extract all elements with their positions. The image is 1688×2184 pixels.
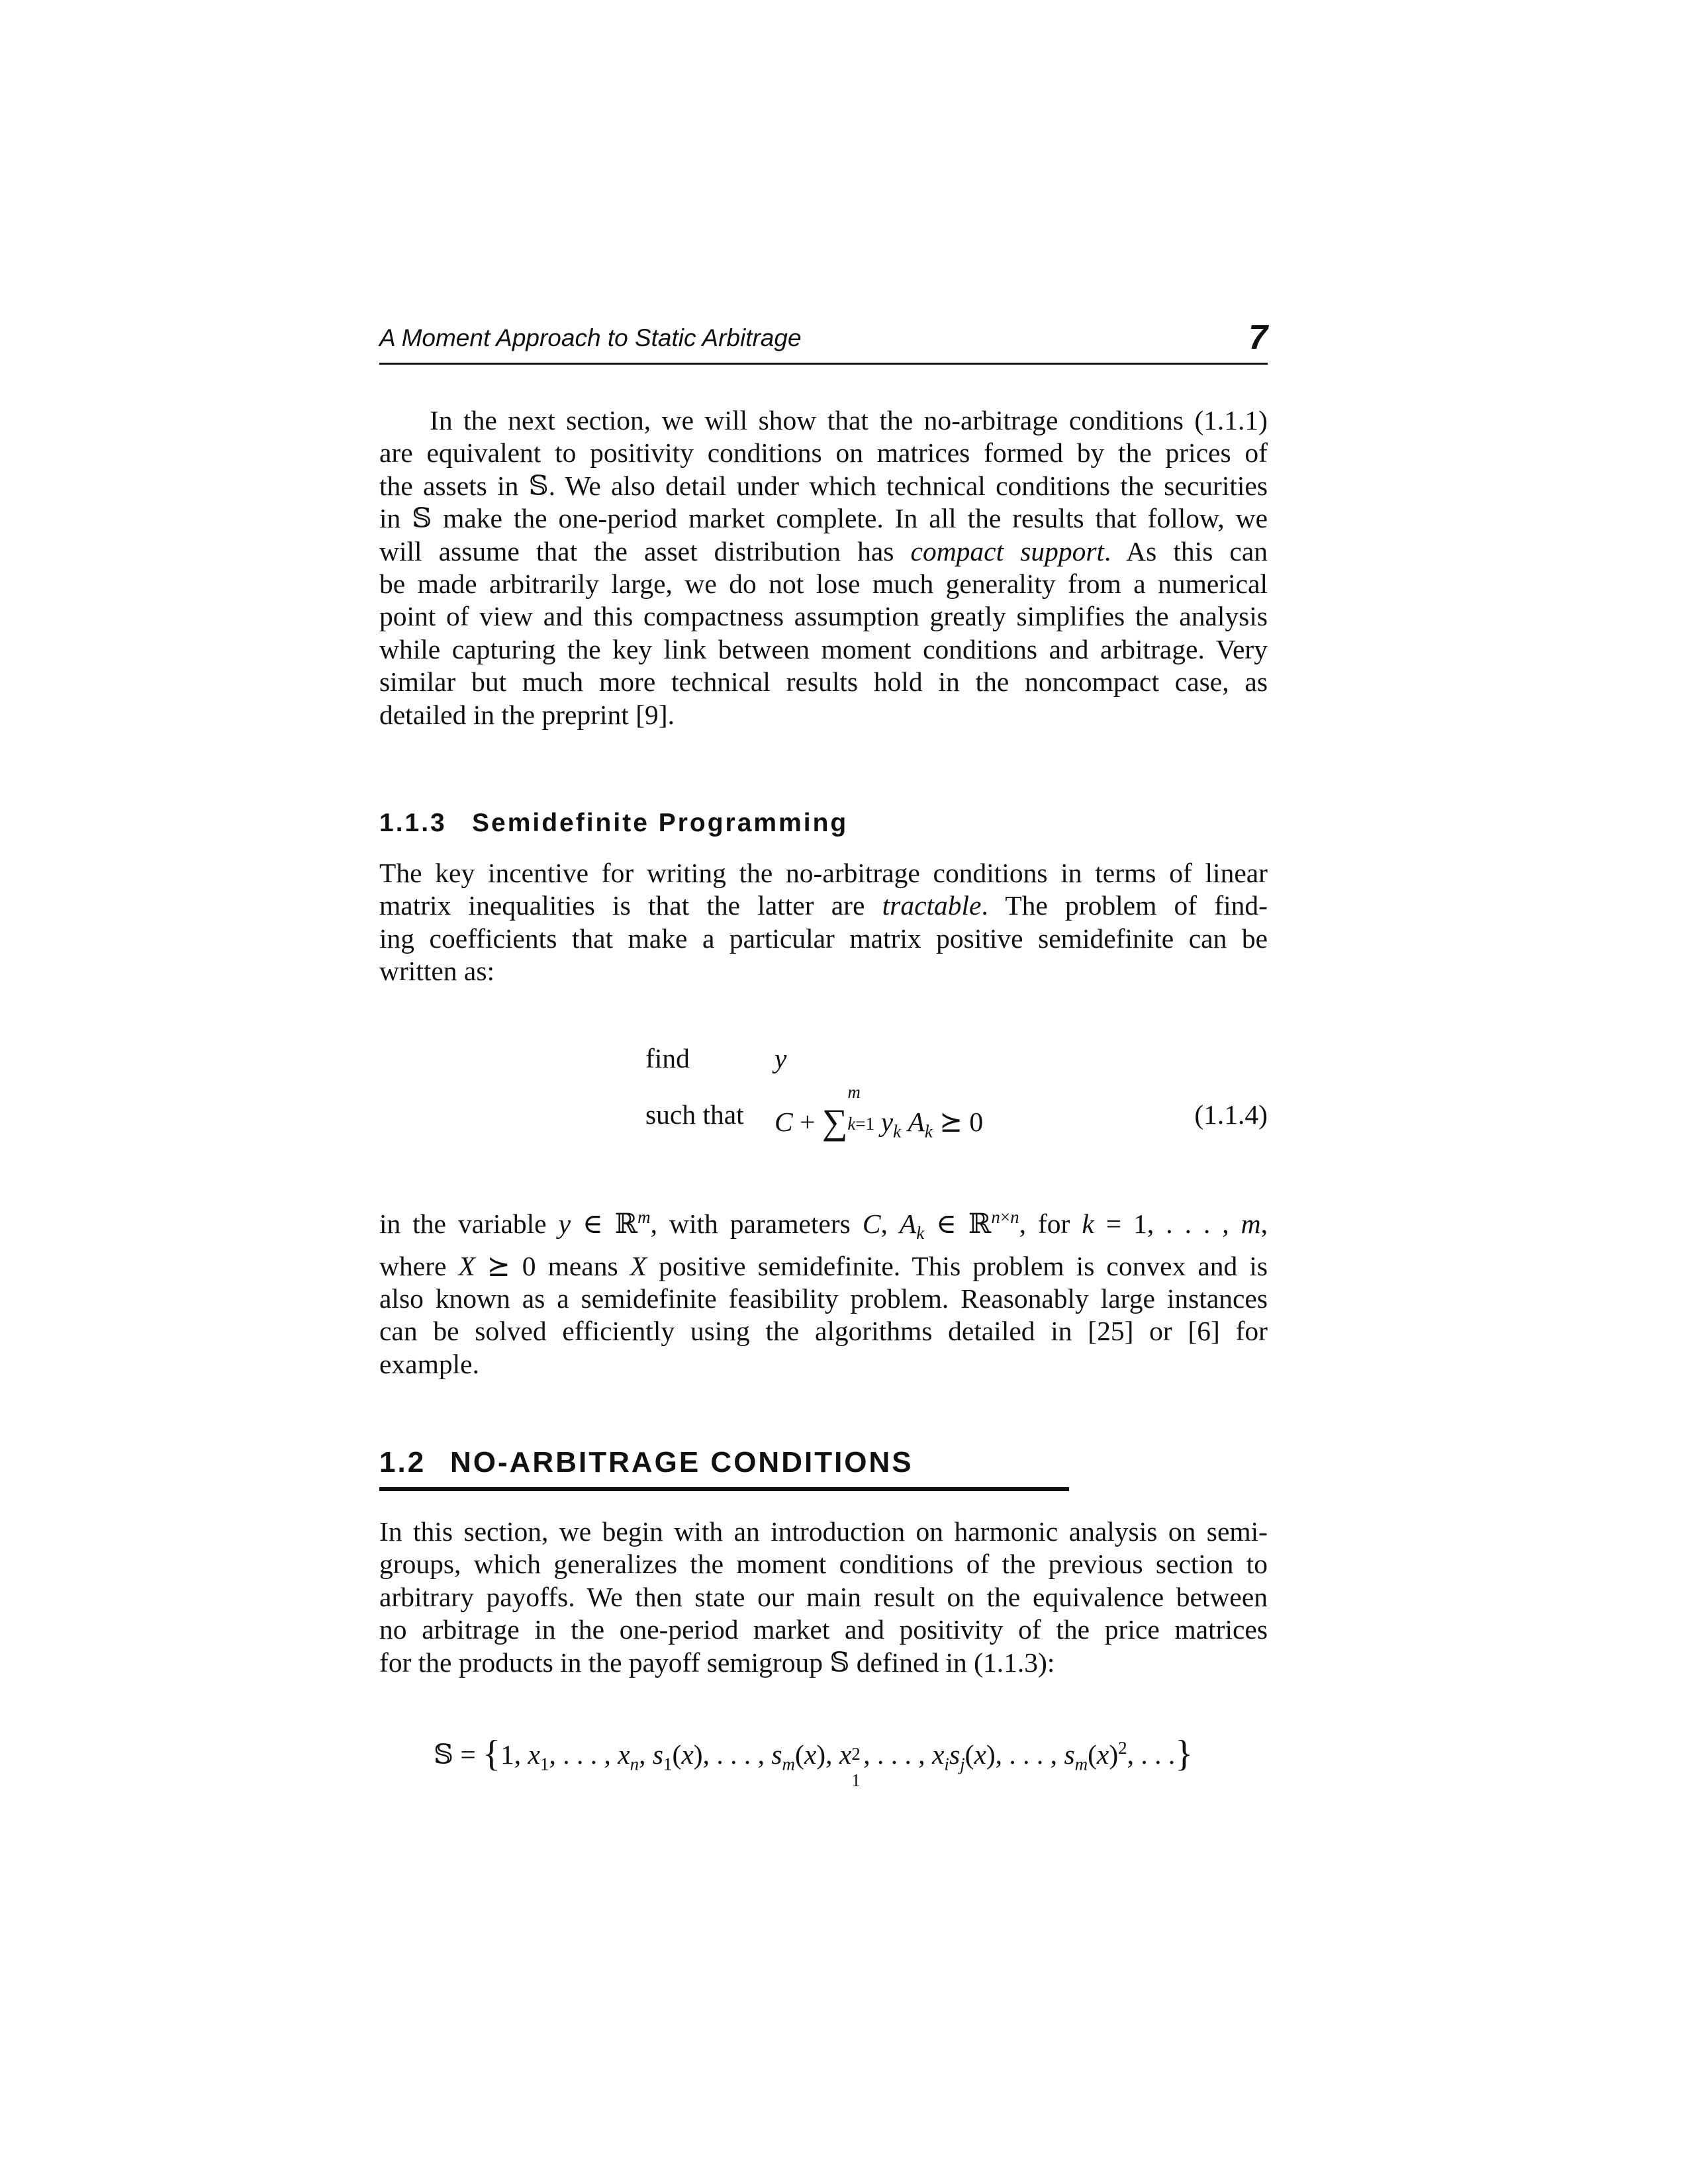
text-line: while capturing the key link between moment conditions and arbitrage. Very — [379, 633, 1268, 664]
section-heading-1-2 — [379, 1446, 1069, 1491]
such-that-label: such that — [645, 1099, 744, 1130]
text-segment: will assume that the asset distribution has — [379, 535, 894, 567]
program-find-row — [645, 1042, 787, 1074]
semigroup-formula: 𝕊 = {1, $x_1$, . . . , $x_n$, $s_1(x)$, . . . , $s_m(x)$, x 2 1 , . . . , $x_is_j(x)$, . . . , $s_m(x)^2$, . . .} — [434, 1733, 1194, 1790]
text-line: for the products in the payoff semigroup 𝕊 defined in (1.1.3): — [379, 1647, 1055, 1678]
text-line: In the next section, we will show that the no-arbitrage conditions (1.1.1) — [430, 405, 1268, 435]
paragraph-sdp — [379, 857, 1268, 988]
find-variable: y — [774, 1043, 787, 1073]
section-title: NO-ARBITRAGE CONDITIONS — [450, 1446, 914, 1479]
section-title: Semidefinite Programming — [472, 809, 849, 837]
section-heading-1-1-3 — [379, 809, 848, 838]
text-line: ing coefficients that make a particular matrix positive semidefinite can be — [379, 923, 1268, 954]
text-line: the assets in 𝕊. We also detail under which technical conditions the securities — [379, 470, 1268, 501]
section-number: 1.1.3 — [379, 809, 447, 837]
paragraph-intro — [379, 404, 1268, 731]
constraint-formula: C + ∑ m k=1 $y_k$ $A_k$ ⪰ 0 — [774, 1082, 984, 1142]
running-head — [379, 318, 1268, 365]
text-line: arbitrary payoffs. We then state our main result on the equivalence between — [379, 1581, 1268, 1612]
emphasis-compact-support: compact support — [910, 535, 1105, 567]
text-line: where X ⪰ 0 means X positive semidefinite. This problem is convex and is — [379, 1250, 1268, 1281]
find-label: find — [645, 1043, 690, 1073]
text-line: point of view and this compactness assumption greatly simplifies the analysis — [379, 601, 1268, 632]
text-line — [379, 889, 1268, 922]
section-number: 1.2 — [379, 1446, 426, 1479]
text-line: also known as a semidefinite feasibility problem. Reasonably large instances — [379, 1283, 1268, 1314]
text-line: are equivalent to positivity conditions on matrices formed by the prices of — [379, 437, 1268, 469]
text-line: in the variable y ∈ ℝ$^m$, with parameters C, $A_k$ ∈ ℝ$^{n\times n}$, for k = 1, . . . , m, — [379, 1207, 1268, 1244]
text-line: be made arbitrarily large, we do not lose much generality from a numerical — [379, 569, 1268, 600]
equation-number: (1.1.4) — [1194, 1099, 1268, 1130]
text-line: similar but much more technical results hold in the noncompact case, as — [379, 666, 1268, 698]
program-constraint-row — [645, 1082, 1268, 1142]
text-line: can be solved efficiently using the algorithms detailed in [25] or [6] for — [379, 1316, 1268, 1347]
summation-symbol: ∑ — [821, 1102, 848, 1142]
text-line: groups, which generalizes the moment conditions of the previous section to — [379, 1549, 1268, 1580]
text-segment: . As this can — [1104, 535, 1268, 567]
text-line: no arbitrage in the one-period market and positivity of the price matrices — [379, 1614, 1268, 1645]
emphasis-tractable: tractable — [882, 890, 982, 921]
text-line: detailed in the preprint [9]. — [379, 699, 675, 730]
paragraph-no-arbitrage-intro — [379, 1516, 1268, 1679]
text-line: In this section, we begin with an introduction on harmonic analysis on semi- — [379, 1516, 1268, 1547]
running-title: A Moment Approach to Static Arbitrage — [379, 324, 802, 351]
paragraph-variables — [379, 1201, 1268, 1381]
text-line: example. — [379, 1348, 479, 1379]
text-line: in 𝕊 make the one-period market complete. In all the results that follow, we — [379, 503, 1268, 534]
text-line: The key incentive for writing the no-arbitrage conditions in terms of linear — [379, 858, 1268, 888]
text-line: written as: — [379, 956, 495, 987]
page-number: 7 — [1248, 318, 1268, 357]
text-segment: matrix inequalities is that the latter are — [379, 890, 865, 921]
text-segment: . The problem of find- — [981, 890, 1268, 921]
text-line — [379, 535, 1268, 568]
